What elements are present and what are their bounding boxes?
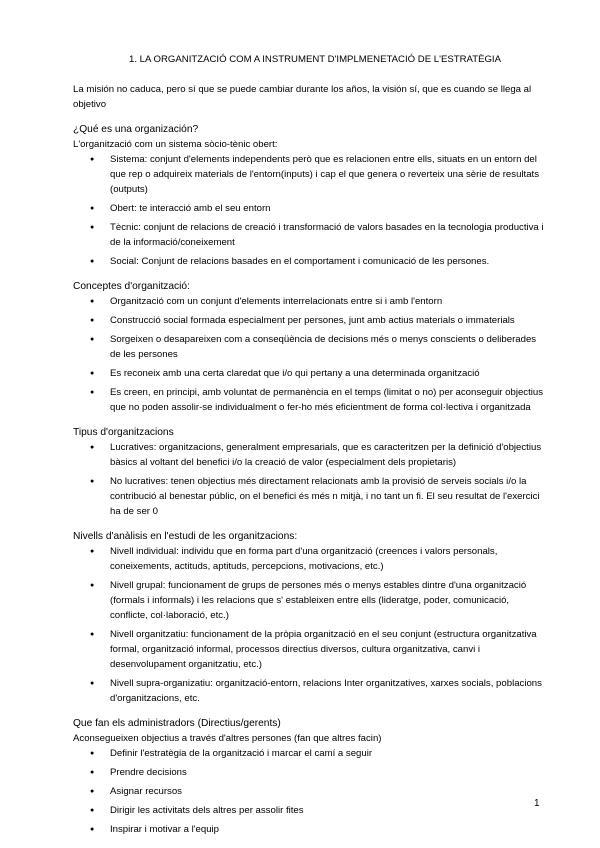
section-administradors — [73, 716, 545, 837]
list-item: ● Sorgeixen o desapareixen com a conseqüència de decisions més o menys conscients o deliberades de les persones — [110, 332, 545, 362]
section-tipus — [73, 425, 545, 519]
document-title: 1. LA ORGANITZACIÓ COM A INSTRUMENT D'IMPLMENETACIÓ DE L'ESTRATÈGIA — [128, 54, 501, 65]
list-item: ● Nivell supra-organizatiu: organització-entorn, relacions Inter organitzatives, xarxes socials, poblacions d'organitzacions, etc. — [110, 676, 545, 706]
list-item: ● Nivell organitzatiu: funcionament de la pròpia organització en el seu conjunt (estructura organitzativa formal, organització informal, processos directius diversos, cultura organitzativa, canvi i desenvolupament organitzatiu, etc.) — [110, 627, 545, 672]
list-item: ● Nivell individual: individu que en forma part d'una organització (creences i valors personals, coneixements, actituds, aptituds, percepcions, motivacions, etc.) — [110, 544, 545, 574]
bullet-list — [73, 152, 545, 269]
page-number: 1 — [534, 798, 540, 809]
section-heading: ¿Qué es una organización? — [73, 124, 199, 135]
bullet-list — [73, 440, 545, 519]
section-heading: Nivells d'anàlisis en l'estudi de les organitzacions: — [73, 531, 298, 542]
section-que-es-organitzacio — [73, 122, 545, 269]
bullet-list — [73, 294, 545, 415]
section-heading: Que fan els administradors (Directius/gerents) — [73, 718, 281, 729]
intro-paragraph: La misión no caduca, pero sí que se puede cambiar durante los años, la visión sí, que es cuando se llega al objetivo — [73, 84, 532, 110]
section-subheading: L'organització com un sistema sòcio-tènic obert: — [73, 139, 278, 150]
list-item: ● Social: Conjunt de relacions basades en el comportament i comunicació de les persones. — [110, 254, 545, 269]
list-item: ● Nivell grupal: funcionament de grups de persones més o menys estables dintre d'una organització (formals i informals) i les relacions que s' estableixen entre ells (lideratge, poder, comunicació, conflicte, col·laboració, etc.) — [110, 578, 545, 623]
list-item: ● Es creen, en principi, amb voluntat de permanència en el temps (limitat o no) per aconseguir objectius que no poden assolir-se individualment o fer-ho més eficientment de forma col·lectiva i organitzada — [110, 385, 545, 415]
document-page — [73, 52, 545, 847]
list-item: ● Lucratives: organitzacions, generalment empresarials, que es caracteritzen per la definició d'objectius bàsics al voltant del benefici i/o la creació de valor (especialment dels propietaris) — [110, 440, 545, 470]
section-heading: Tipus d'organitzacions — [73, 427, 174, 438]
list-item: ● Tècnic: conjunt de relacions de creació i transformació de valors basades en la tecnologia productiva i de la informació/coneixement — [110, 220, 545, 250]
list-item: ● Obert: te interacció amb el seu entorn — [110, 201, 545, 216]
list-item: ● Dirigir les activitats dels altres per assolir fites — [110, 803, 545, 818]
section-heading: Conceptes d'organització: — [73, 281, 190, 292]
list-item: ● No lucratives: tenen objectius més directament relacionats amb la provisió de serveis socials i/o la contribució al benestar públic, on el benefici és més n mitjà, i no tant un fi. El seu resultat de l'exercici ha de ser 0 — [110, 474, 545, 519]
list-item: ● Construcció social formada especialment per persones, junt amb actius materials o immaterials — [110, 313, 545, 328]
list-item: ● Es reconeix amb una certa claredat que i/o qui pertany a una determinada organització — [110, 366, 545, 381]
list-item: ● Inspirar i motivar a l'equip — [110, 822, 545, 837]
bullet-list — [73, 544, 545, 706]
bullet-list — [73, 746, 545, 837]
section-conceptes — [73, 279, 545, 415]
list-item: ● Sistema: conjunt d'elements independents però que es relacionen entre ells, situats en un entorn del que rep o adquireix materials de l'entorn(inputs) i cap el que genera o reverteix una sèrie de resultats (outputs) — [110, 152, 545, 197]
list-item: ● Definir l'estratègia de la organització i marcar el camí a seguir — [110, 746, 545, 761]
list-item: ● Prendre decisions — [110, 765, 545, 780]
section-nivells — [73, 529, 545, 706]
list-item: ● Asignar recursos — [110, 784, 545, 799]
list-item: ● Organització com un conjunt d'elements interrelacionats entre si i amb l'entorn — [110, 294, 545, 309]
section-subheading: Aconsegueixen objectius a través d'altres persones (fan que altres facin) — [73, 733, 382, 744]
